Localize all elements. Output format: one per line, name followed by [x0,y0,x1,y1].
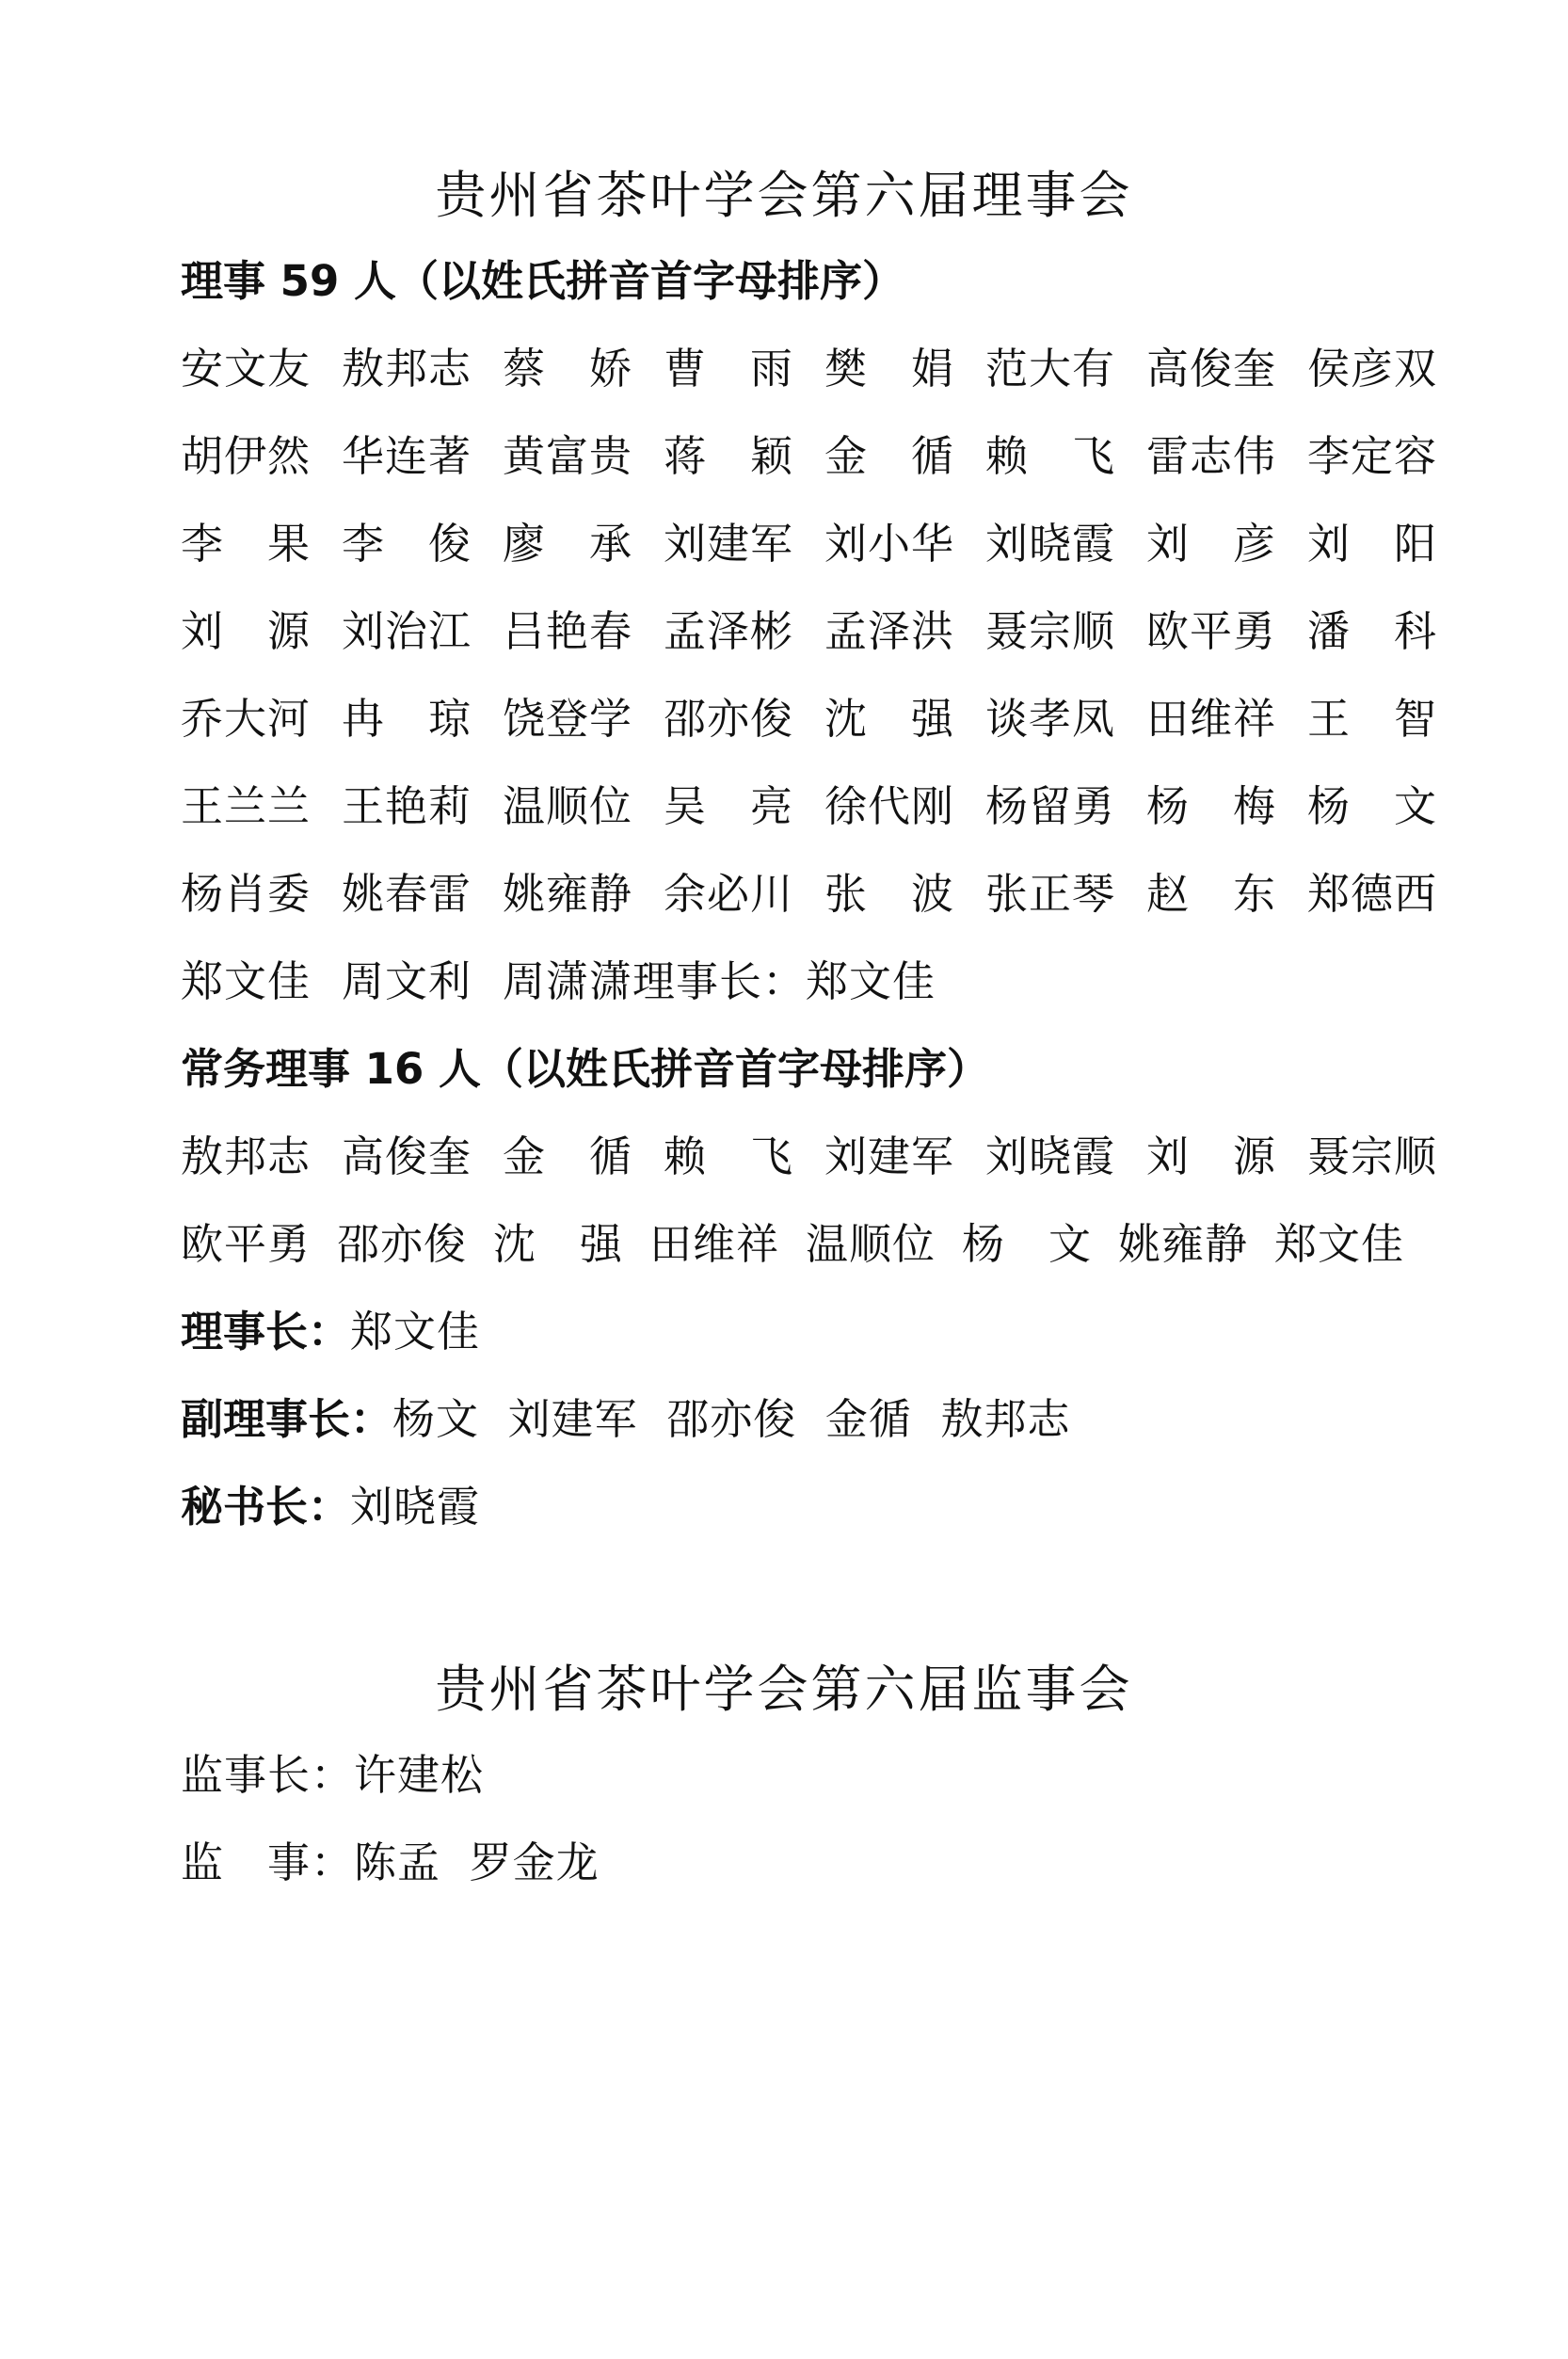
director-name: 王艳莉 [342,781,472,831]
director-name: 吕艳春 [503,606,633,656]
director-name: 曹 雨 [664,344,794,393]
director-name: 刘 彦 [1146,519,1277,569]
director-name: 姚雍静 [503,869,633,919]
director-name: 聂宗顺 [985,606,1116,656]
director-name: 冉 琼 [342,694,472,744]
supervisory-members-value: 陈孟 罗金龙 [354,1837,600,1887]
director-name: 李定容 [1307,431,1438,481]
directors-row [181,693,1468,746]
standing-name: 沈 强 [493,1219,624,1269]
director-name: 杨 梅 [1146,781,1277,831]
director-name: 孟泽彬 [664,606,794,656]
director-name: 吴 亮 [664,781,794,831]
director-name: 高俊奎 [1146,344,1277,393]
standing-name: 聂宗顺 [1307,1131,1438,1181]
director-name: 蒋 颖 [664,431,794,481]
standing-name: 田维祥 [649,1219,780,1269]
director-name: 郑文佳 [181,956,312,1006]
director-name: 饶登学 [503,694,633,744]
supervisory-members-label: 监 事： [181,1837,355,1887]
standing-row [181,1218,1431,1271]
standing-heading: 常务理事 16 人（以姓氏拼音首字母排序） [181,1044,989,1094]
director-name: 张 波 [824,869,955,919]
director-name: 王兰兰 [181,781,312,831]
director-name: 刘建军 [664,519,794,569]
director-name: 黄富贵 [503,431,633,481]
standing-name: 敖邦志 [181,1131,312,1181]
director-name: 金 循 [824,431,955,481]
director-name: 乔大河 [181,694,312,744]
vice-chair-line [181,1393,1070,1446]
director-name: 刘治江 [342,606,472,656]
directors-row [181,605,1468,658]
directors-row [181,955,936,1008]
chair-value: 郑文佳 [350,1307,481,1356]
standing-name: 刘建军 [824,1131,955,1181]
director-name: 廖 承 [503,519,633,569]
director-name: 安文友 [181,344,312,393]
standing-name: 刘 源 [1146,1131,1277,1181]
directors-row [181,430,1468,483]
standing-name: 刘晓霞 [985,1131,1116,1181]
standing-name: 邵亦俊 [337,1219,468,1269]
director-name: 华连著 [342,431,472,481]
director-name: 潘 科 [1307,606,1438,656]
chair-line [181,1306,480,1358]
director-name: 敖邦志 [342,344,472,393]
secretary-line [181,1481,480,1533]
director-name: 徐代刚 [824,781,955,831]
vice-chair-label: 副理事长： [181,1394,393,1444]
director-name: 余必川 [664,869,794,919]
director-name: 刘 阳 [1307,519,1438,569]
director-name: 张正琴 [985,869,1116,919]
director-name: 谈孝凤 [985,694,1116,744]
directors-row [181,868,1468,921]
director-name: 雷志伟 [1146,431,1277,481]
vice-chair-value: 杨文 刘建军 邵亦俊 金循 敖邦志 [392,1394,1071,1444]
directors-row [181,780,1468,833]
director-name: 侯彦双 [1307,344,1438,393]
director-name: 姚春雷 [342,869,472,919]
director-name: 杨肖委 [181,869,312,919]
director-name: 周潇潇 [503,956,633,1006]
director-name: 郑德西 [1307,869,1438,919]
supervisory-chief-label: 监事长： [181,1750,355,1800]
directors-row [181,343,1468,395]
director-name: 刘 源 [181,606,312,656]
director-name: 李 俊 [342,519,472,569]
director-name: 周文利 [342,956,472,1006]
director-name: 温顺位 [503,781,633,831]
supervisory-members-line [181,1837,600,1889]
directors-row [181,518,1468,570]
standing-name: 姚雍静 [1118,1219,1249,1269]
standing-name: 高俊奎 [342,1131,472,1181]
director-name: 赵 东 [1146,869,1277,919]
director-name: 胡伊然 [181,431,312,481]
directors-heading: 理事 59 人（以姓氏拼音首字母排序） [181,256,904,306]
director-name: 王 智 [1307,694,1438,744]
director-name: 沈 强 [824,694,955,744]
director-name: 李 果 [181,519,312,569]
chair-label: 理事长： [181,1307,351,1356]
director-name: 蔡 娇 [503,344,633,393]
director-name: 刘晓霞 [985,519,1116,569]
secretary-label: 秘书长： [181,1482,351,1532]
director-name: 田维祥 [1146,694,1277,744]
standing-name: 赖 飞 [664,1131,794,1181]
directors-chair-inline: 理事长：郑文佳 [632,956,936,1006]
supervisory-title: 贵州省茶叶学会第六届监事会 [435,1660,1133,1719]
director-name: 邵亦俊 [664,694,794,744]
standing-row [181,1131,1468,1183]
director-name: 杨 文 [1307,781,1438,831]
secretary-value: 刘晓霞 [350,1482,481,1532]
director-name: 欧平勇 [1146,606,1277,656]
standing-name: 郑文佳 [1274,1219,1405,1269]
standing-name: 欧平勇 [181,1219,312,1269]
supervisory-chief-line [181,1749,484,1802]
director-name: 杨留勇 [985,781,1116,831]
standing-name: 杨 文 [962,1219,1093,1269]
director-name: 刘小华 [824,519,955,569]
director-name: 范大有 [985,344,1116,393]
director-name: 赖 飞 [985,431,1116,481]
supervisory-chief-value: 许建松 [354,1750,485,1800]
standing-name: 温顺位 [806,1219,936,1269]
director-name: 樊 娟 [824,344,955,393]
standing-name: 金 循 [503,1131,633,1181]
director-name: 孟泽洪 [824,606,955,656]
board-title: 贵州省茶叶学会第六届理事会 [435,166,1133,225]
